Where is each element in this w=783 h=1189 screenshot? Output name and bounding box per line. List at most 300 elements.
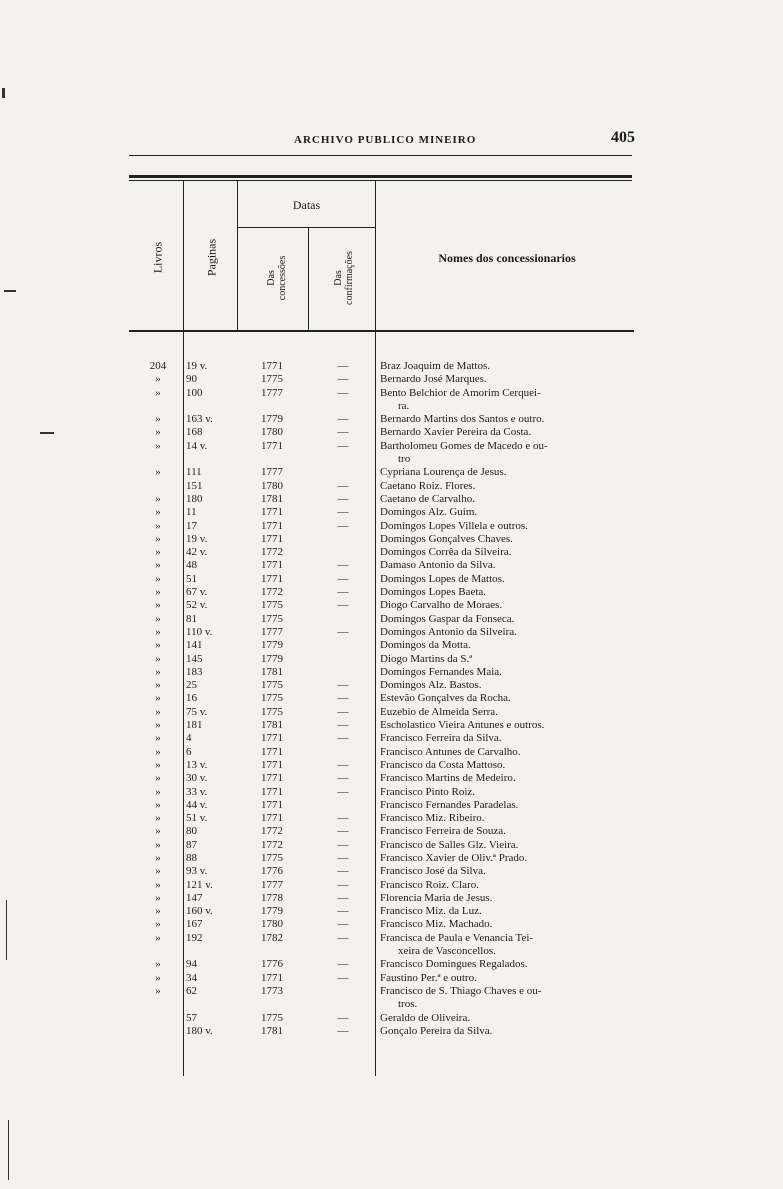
cell-nome-text: Euzebio de Almeida Serra. — [380, 705, 498, 718]
cell-livro: » — [155, 772, 161, 785]
cell-nome — [380, 533, 636, 546]
cell-livro: » — [155, 426, 161, 439]
cell-nome — [380, 958, 636, 971]
cell-nome-text: Domingos Corrêa da Silveira. — [380, 546, 512, 559]
cell-nome — [380, 1025, 636, 1038]
cell-concessao: 1780 — [261, 426, 283, 439]
cell-nome — [380, 706, 636, 719]
cell-pagina: 67 v. — [186, 586, 208, 599]
cell-confirmacao: — — [337, 586, 349, 599]
cell-confirmacao: — — [337, 719, 349, 732]
cell-concessao: 1777 — [261, 625, 283, 638]
cell-confirmacao: — — [337, 413, 349, 426]
cell-confirmacao: — — [337, 599, 349, 612]
table-row — [0, 918, 783, 931]
cell-confirmacao: — — [337, 705, 349, 718]
cell-livro: » — [155, 519, 161, 532]
cell-pagina: 17 — [186, 519, 197, 532]
cell-livro: » — [155, 665, 161, 678]
cell-livro: » — [155, 865, 161, 878]
table-row — [0, 892, 783, 905]
cell-pagina: 110 v. — [186, 625, 213, 638]
cell-nome-text: Francisco Ferreira da Silva. — [380, 732, 502, 745]
cell-pagina: 87 — [186, 838, 197, 851]
cell-confirmacao: — — [337, 878, 349, 891]
cell-nome-text: Domingos Lopes Villela e outros. — [380, 519, 528, 532]
table-row — [0, 852, 783, 865]
cell-livro: » — [155, 439, 161, 452]
cell-livro: » — [155, 719, 161, 732]
col-header-livros: Livros — [150, 241, 165, 274]
table-row — [0, 426, 783, 439]
table-row — [0, 546, 783, 559]
table-row — [0, 812, 783, 825]
cell-nome — [380, 732, 636, 745]
table-row — [0, 799, 783, 812]
cell-confirmacao: — — [337, 732, 349, 745]
cell-confirmacao: — — [337, 692, 349, 705]
cell-confirmacao: — — [337, 918, 349, 931]
cell-concessao: 1771 — [261, 439, 283, 452]
cell-concessao: 1772 — [261, 825, 283, 838]
table-row — [0, 599, 783, 612]
cell-pagina: 81 — [186, 612, 197, 625]
table-row — [0, 466, 783, 479]
margin-mark — [2, 88, 5, 98]
table-row — [0, 1012, 783, 1025]
table-row — [0, 360, 783, 373]
table-row — [0, 520, 783, 533]
table-row — [0, 573, 783, 586]
cell-livro: » — [155, 891, 161, 904]
cell-nome — [380, 746, 636, 759]
cell-concessao: 1775 — [261, 692, 283, 705]
cell-confirmacao: — — [337, 679, 349, 692]
cell-confirmacao: — — [337, 1011, 349, 1024]
table-row — [0, 879, 783, 892]
cell-confirmacao: — — [337, 572, 349, 585]
cell-nome — [380, 559, 636, 572]
cell-nome — [380, 719, 636, 732]
table-row — [0, 786, 783, 799]
table-row — [0, 493, 783, 506]
cell-confirmacao: — — [337, 838, 349, 851]
cell-confirmacao: — — [337, 506, 349, 519]
cell-nome-text: Damaso Antonio da Silva. — [380, 559, 496, 572]
cell-nome — [380, 653, 636, 666]
table-row — [0, 932, 783, 959]
cell-nome-text: Florencia Maria de Jesus. — [380, 891, 493, 904]
cell-confirmacao: — — [337, 905, 349, 918]
cell-livro: » — [155, 785, 161, 798]
cell-nome-text: Domingos Lopes de Mattos. — [380, 572, 505, 585]
cell-confirmacao: — — [337, 373, 349, 386]
cell-nome-text: Francisco Fernandes Paradelas. — [380, 798, 519, 811]
cell-pagina: 11 — [186, 506, 197, 519]
col-header-nomes: Nomes dos concessionarios — [438, 251, 576, 265]
cell-pagina: 147 — [186, 891, 203, 904]
cell-nome — [380, 985, 636, 1012]
cell-concessao: 1778 — [261, 891, 283, 904]
cell-nome-text: Francisco Roiz. Claro. — [380, 878, 479, 891]
cell-livro: » — [155, 931, 161, 944]
cell-pagina: 180 v. — [186, 1024, 213, 1037]
cell-nome — [380, 839, 636, 852]
cell-nome — [380, 692, 636, 705]
cell-nome-text: Francisco Miz. Ribeiro. — [380, 812, 485, 825]
cell-concessao: 1771 — [261, 732, 283, 745]
cell-confirmacao: — — [337, 785, 349, 798]
table-row — [0, 772, 783, 785]
cell-concessao: 1775 — [261, 679, 283, 692]
cell-concessao: 1773 — [261, 984, 283, 997]
cell-concessao: 1775 — [261, 599, 283, 612]
cell-nome-text: Domingos Alz. Bastos. — [380, 679, 482, 692]
cell-confirmacao: — — [337, 360, 349, 372]
cell-nome — [380, 772, 636, 785]
cell-nome-text: Braz Joaquim de Mattos. — [380, 360, 490, 372]
cell-concessao: 1771 — [261, 785, 283, 798]
cell-nome — [380, 679, 636, 692]
cell-nome-text: Domingos Lopes Baeta. — [380, 586, 487, 599]
table-row — [0, 839, 783, 852]
cell-pagina: 100 — [186, 386, 203, 399]
datas-subrule — [237, 227, 375, 228]
cell-nome — [380, 520, 636, 533]
cell-concessao: 1771 — [261, 572, 283, 585]
cell-nome — [380, 1012, 636, 1025]
cell-nome-text: Domingos Gonçalves Chaves. — [380, 532, 513, 545]
cell-nome-text: Francisco Miz. da Luz. — [380, 905, 482, 918]
cell-livro: » — [155, 798, 161, 811]
header-rule — [129, 155, 632, 156]
cell-confirmacao: — — [337, 825, 349, 838]
cell-confirmacao: — — [337, 851, 349, 864]
cell-nome — [380, 626, 636, 639]
cell-nome-text: Faustino Per.ª e outro. — [380, 971, 477, 984]
cell-nome — [380, 480, 636, 493]
cell-nome-text: Gonçalo Pereira da Silva. — [380, 1024, 493, 1037]
cell-livro: » — [155, 625, 161, 638]
col-header-datas: Datas — [292, 198, 321, 212]
cell-pagina: 42 v. — [186, 546, 208, 559]
cell-livro: » — [155, 745, 161, 758]
col-header-das-concessoes: Das concessões — [266, 255, 288, 301]
cell-livro: » — [155, 506, 161, 519]
cell-pagina: 192 — [186, 931, 203, 944]
cell-nome-text: Diogo Carvalho de Moraes. — [380, 599, 503, 612]
table-row — [0, 373, 783, 386]
cell-concessao: 1771 — [261, 519, 283, 532]
cell-livro: » — [155, 413, 161, 426]
cell-nome-text: Domingos Fernandes Maia. — [380, 665, 502, 678]
table-row — [0, 413, 783, 426]
cell-concessao: 1777 — [261, 466, 283, 479]
running-title: ARCHIVO PUBLICO MINEIRO — [294, 134, 477, 146]
cell-nome-text: Caetano Roiz. Flores. — [380, 479, 476, 492]
cell-nome — [380, 506, 636, 519]
cell-pagina: 6 — [186, 745, 192, 758]
cell-nome — [380, 812, 636, 825]
table-row — [0, 985, 783, 1012]
table-row — [0, 706, 783, 719]
cell-livro: » — [155, 492, 161, 505]
cell-pagina: 121 v. — [186, 878, 213, 891]
cell-nome-continuation: tro — [398, 453, 411, 466]
cell-nome-text: Domingos Antonio da Silveira. — [380, 625, 517, 638]
cell-nome-text: Francisco Antunes de Carvalho. — [380, 745, 521, 758]
cell-nome — [380, 426, 636, 439]
cell-concessao: 1775 — [261, 373, 283, 386]
cell-pagina: 57 — [186, 1011, 197, 1024]
cell-concessao: 1779 — [261, 652, 283, 665]
cell-nome-continuation: ra. — [398, 399, 410, 412]
cell-nome-text: Bernardo Martins dos Santos e outro. — [380, 413, 545, 426]
cell-confirmacao: — — [337, 812, 349, 825]
table-row — [0, 506, 783, 519]
cell-livro: » — [155, 373, 161, 386]
cell-livro: » — [155, 825, 161, 838]
cell-nome-text: Francisco Ferreira de Souza. — [380, 825, 506, 838]
cell-concessao: 1771 — [261, 798, 283, 811]
cell-concessao: 1779 — [261, 413, 283, 426]
cell-confirmacao: — — [337, 971, 349, 984]
cell-livro: » — [155, 692, 161, 705]
cell-concessao: 1771 — [261, 360, 283, 372]
page-number: 405 — [611, 129, 635, 146]
cell-nome — [380, 852, 636, 865]
cell-nome — [380, 387, 636, 414]
cell-pagina: 163 v. — [186, 413, 213, 426]
cell-livro: » — [155, 812, 161, 825]
cell-pagina: 48 — [186, 559, 197, 572]
cell-livro: » — [155, 705, 161, 718]
cell-nome — [380, 892, 636, 905]
cell-pagina: 19 v. — [186, 532, 208, 545]
cell-livro: » — [155, 652, 161, 665]
cell-pagina: 93 v. — [186, 865, 208, 878]
table-row — [0, 825, 783, 838]
cell-pagina: 44 v. — [186, 798, 208, 811]
cell-nome — [380, 440, 636, 467]
cell-concessao: 1776 — [261, 958, 283, 971]
cell-nome — [380, 546, 636, 559]
margin-mark — [6, 900, 7, 960]
cell-pagina: 62 — [186, 984, 197, 997]
cell-concessao: 1777 — [261, 386, 283, 399]
cell-livro: » — [155, 466, 161, 479]
cell-concessao: 1772 — [261, 838, 283, 851]
cell-livro: » — [155, 546, 161, 559]
cell-concessao: 1780 — [261, 918, 283, 931]
cell-nome — [380, 466, 636, 479]
cell-nome — [380, 972, 636, 985]
cell-livro: » — [155, 918, 161, 931]
cell-nome-text: Escholastico Vieira Antunes e outros. — [380, 719, 545, 732]
cell-pagina: 19 v. — [186, 360, 208, 372]
table-top-rule-thin — [129, 180, 632, 181]
divider-paginas-datas — [237, 181, 238, 331]
table-top-rule — [129, 175, 632, 178]
cell-confirmacao: — — [337, 625, 349, 638]
table-row — [0, 719, 783, 732]
cell-nome — [380, 918, 636, 931]
cell-pagina: 25 — [186, 679, 197, 692]
cell-nome-text: Francisco Domingues Regalados. — [380, 958, 528, 971]
cell-nome-text: Geraldo de Oliveira. — [380, 1011, 471, 1024]
table-row — [0, 1025, 783, 1038]
cell-livro: » — [155, 971, 161, 984]
cell-confirmacao: — — [337, 1024, 349, 1037]
cell-pagina: 34 — [186, 971, 197, 984]
table-body — [0, 360, 783, 1038]
cell-nome-text: Bernardo José Marques. — [380, 373, 487, 386]
cell-livro: » — [155, 532, 161, 545]
cell-pagina: 168 — [186, 426, 203, 439]
table-row — [0, 653, 783, 666]
cell-concessao: 1782 — [261, 931, 283, 944]
cell-nome — [380, 905, 636, 918]
cell-pagina: 111 — [186, 466, 202, 479]
cell-livro: » — [155, 758, 161, 771]
table-row — [0, 440, 783, 467]
cell-pagina: 51 — [186, 572, 197, 585]
table-row — [0, 692, 783, 705]
cell-livro: » — [155, 386, 161, 399]
cell-concessao: 1771 — [261, 971, 283, 984]
cell-concessao: 1775 — [261, 1011, 283, 1024]
table-row — [0, 759, 783, 772]
table-row — [0, 533, 783, 546]
cell-confirmacao: — — [337, 559, 349, 572]
cell-nome-text: Cypriana Lourença de Jesus. — [380, 466, 507, 479]
cell-pagina: 51 v. — [186, 812, 208, 825]
cell-nome — [380, 666, 636, 679]
cell-livro: » — [155, 612, 161, 625]
cell-nome-text: Francisco Miz. Machado. — [380, 918, 493, 931]
cell-pagina: 183 — [186, 665, 203, 678]
table-row — [0, 958, 783, 971]
cell-pagina: 167 — [186, 918, 203, 931]
cell-pagina: 14 v. — [186, 439, 208, 452]
cell-livro: » — [155, 599, 161, 612]
cell-concessao: 1771 — [261, 559, 283, 572]
table-row — [0, 613, 783, 626]
cell-livro: » — [155, 586, 161, 599]
cell-nome — [380, 573, 636, 586]
cell-concessao: 1779 — [261, 905, 283, 918]
cell-nome — [380, 586, 636, 599]
cell-concessao: 1775 — [261, 851, 283, 864]
cell-nome — [380, 413, 636, 426]
cell-concessao: 1780 — [261, 479, 283, 492]
cell-concessao: 1781 — [261, 665, 283, 678]
cell-nome — [380, 825, 636, 838]
cell-confirmacao: — — [337, 758, 349, 771]
cell-nome-text: Bento Belchior de Amorim Cerquei- — [380, 386, 541, 399]
cell-confirmacao: — — [337, 386, 349, 399]
table-row — [0, 666, 783, 679]
divider-concessoes-confirmacoes — [308, 228, 309, 331]
cell-nome-text: Bartholomeu Gomes de Macedo e ou- — [380, 439, 548, 452]
cell-pagina: 13 v. — [186, 758, 208, 771]
cell-confirmacao: — — [337, 479, 349, 492]
table-row — [0, 732, 783, 745]
cell-nome — [380, 865, 636, 878]
cell-pagina: 75 v. — [186, 705, 208, 718]
cell-confirmacao: — — [337, 891, 349, 904]
table-row — [0, 586, 783, 599]
cell-concessao: 1772 — [261, 586, 283, 599]
cell-concessao: 1775 — [261, 705, 283, 718]
cell-nome — [380, 360, 636, 373]
cell-pagina: 145 — [186, 652, 203, 665]
cell-nome — [380, 786, 636, 799]
cell-livro: » — [155, 679, 161, 692]
cell-confirmacao: — — [337, 492, 349, 505]
cell-nome — [380, 373, 636, 386]
cell-livro: » — [155, 639, 161, 652]
cell-livro: » — [155, 984, 161, 997]
table-row — [0, 626, 783, 639]
cell-concessao: 1779 — [261, 639, 283, 652]
cell-pagina: 88 — [186, 851, 197, 864]
cell-concessao: 1781 — [261, 719, 283, 732]
cell-pagina: 160 v. — [186, 905, 213, 918]
cell-nome-text: Domingos da Motta. — [380, 639, 471, 652]
margin-mark — [4, 290, 16, 292]
table-row — [0, 679, 783, 692]
cell-nome — [380, 799, 636, 812]
cell-pagina: 180 — [186, 492, 203, 505]
cell-nome-continuation: xeira de Vasconcellos. — [398, 945, 496, 958]
cell-concessao: 1775 — [261, 612, 283, 625]
cell-concessao: 1771 — [261, 812, 283, 825]
cell-nome-text: Francisco da Costa Mattoso. — [380, 758, 506, 771]
cell-nome — [380, 493, 636, 506]
margin-mark — [8, 1120, 9, 1180]
cell-pagina: 141 — [186, 639, 203, 652]
cell-nome-continuation: tros. — [398, 998, 418, 1011]
cell-livro: » — [155, 572, 161, 585]
cell-nome — [380, 932, 636, 959]
table-row — [0, 746, 783, 759]
cell-nome — [380, 599, 636, 612]
cell-pagina: 181 — [186, 719, 203, 732]
cell-livro: » — [155, 732, 161, 745]
cell-livro: » — [155, 878, 161, 891]
cell-livro: » — [155, 559, 161, 572]
cell-nome-text: Francisco de Salles Glz. Vieira. — [380, 838, 519, 851]
cell-nome-text: Diogo Martins da S.ª — [380, 652, 473, 665]
cell-confirmacao: — — [337, 772, 349, 785]
cell-livro: » — [155, 905, 161, 918]
cell-nome-text: Francisco Xavier de Oliv.ª Prado. — [380, 851, 528, 864]
cell-livro: » — [155, 838, 161, 851]
cell-nome-text: Francisco de S. Thiago Chaves e ou- — [380, 984, 542, 997]
cell-confirmacao: — — [337, 865, 349, 878]
cell-pagina: 16 — [186, 692, 197, 705]
cell-nome-text: Francisco Martins de Medeiro. — [380, 772, 516, 785]
cell-pagina: 151 — [186, 479, 203, 492]
table-row — [0, 905, 783, 918]
cell-confirmacao: — — [337, 958, 349, 971]
table-row — [0, 972, 783, 985]
cell-nome-text: Domingos Alz. Guim. — [380, 506, 478, 519]
cell-concessao: 1777 — [261, 878, 283, 891]
table-row — [0, 480, 783, 493]
cell-nome — [380, 613, 636, 626]
